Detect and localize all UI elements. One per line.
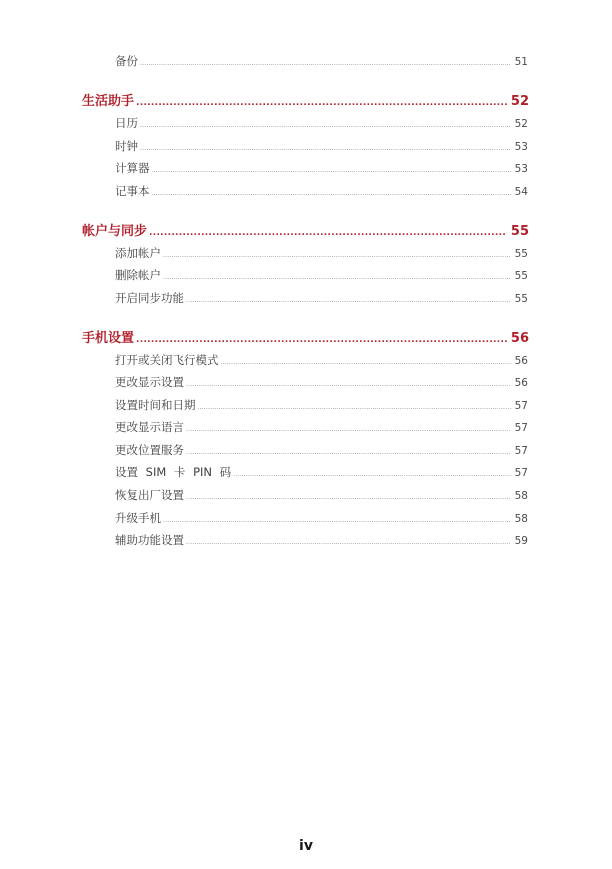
toc-entry-airplane-mode[interactable] — [115, 352, 528, 368]
dot-leader — [140, 145, 511, 152]
toc-entry-page: 57 — [514, 467, 528, 479]
dot-leader — [186, 426, 511, 433]
toc-entry-label: 更改显示设置 — [115, 375, 184, 389]
dot-leader — [198, 404, 511, 411]
dot-leader — [140, 122, 511, 129]
toc-entry-label: 时钟 — [115, 139, 138, 153]
toc-entry-location-services[interactable] — [115, 442, 528, 458]
toc-chapter-title: 生活助手 — [82, 94, 135, 109]
toc-entry-calendar[interactable] — [115, 115, 528, 131]
toc-entry-calculator[interactable] — [115, 160, 528, 176]
dot-leader — [186, 297, 511, 304]
dot-leader — [186, 449, 511, 456]
toc-entry-notepad[interactable] — [115, 183, 528, 199]
toc-entry-label: 升级手机 — [115, 511, 161, 525]
toc-entry-label: 添加帐户 — [115, 246, 161, 260]
toc-entry-upgrade-phone[interactable] — [115, 510, 528, 526]
dot-leader — [221, 359, 511, 366]
page-number: iv — [299, 838, 313, 854]
dot-leader — [233, 471, 510, 478]
dot-leader — [152, 167, 511, 174]
toc-entry-clock[interactable] — [115, 138, 528, 154]
toc-entry-page: 57 — [514, 422, 528, 434]
toc-entry-enable-sync[interactable] — [115, 290, 528, 306]
toc-entry-page: 58 — [514, 490, 528, 502]
dot-leader — [163, 517, 511, 524]
dot-leader — [136, 335, 507, 345]
toc-chapter-page: 55 — [510, 224, 529, 239]
toc-entry-label: 辅助功能设置 — [115, 533, 184, 547]
dot-leader — [136, 98, 507, 108]
toc-chapter-accounts-sync[interactable] — [82, 220, 529, 239]
toc-entry-label: 恢复出厂设置 — [115, 488, 184, 502]
dot-leader — [163, 252, 511, 259]
toc-entry-label: 更改位置服务 — [115, 443, 184, 457]
dot-leader — [140, 60, 511, 67]
toc-entry-page: 55 — [514, 270, 528, 282]
toc-entry-label: 打开或关闭飞行模式 — [115, 353, 219, 367]
toc-entry-accessibility[interactable] — [115, 532, 528, 548]
toc-entry-page: 57 — [514, 400, 528, 412]
toc-entry-page: 56 — [514, 377, 528, 389]
toc-entry-page: 56 — [514, 355, 528, 367]
toc-entry-label: 开启同步功能 — [115, 291, 184, 305]
toc-entry-label: 更改显示语言 — [115, 420, 184, 434]
toc-chapter-phone-settings[interactable] — [82, 327, 529, 346]
dot-leader — [186, 539, 511, 546]
toc-entry-sim-pin[interactable] — [115, 464, 528, 480]
toc-entry-display-settings[interactable] — [115, 374, 528, 390]
toc-entry-page: 52 — [514, 118, 528, 130]
toc-entry-page: 51 — [514, 56, 528, 68]
toc-entry-page: 55 — [514, 293, 528, 305]
dot-leader — [152, 190, 511, 197]
toc-entry-label: 设置时间和日期 — [115, 398, 196, 412]
toc-entry-page: 57 — [514, 445, 528, 457]
toc-entry-page: 53 — [514, 163, 528, 175]
toc-chapter-life-assistant[interactable] — [82, 90, 529, 109]
toc-entry-add-account[interactable] — [115, 245, 528, 261]
toc-entry-backup[interactable] — [115, 53, 528, 69]
toc-entry-label: 设置 SIM 卡 PIN 码 — [115, 465, 232, 479]
dot-leader — [186, 494, 511, 501]
toc-entry-label: 日历 — [115, 116, 138, 130]
toc-entry-page: 58 — [514, 513, 528, 525]
toc-entry-label: 计算器 — [115, 161, 150, 175]
toc-entry-page: 54 — [514, 186, 528, 198]
toc-entry-page: 59 — [514, 535, 528, 547]
toc-entry-date-time[interactable] — [115, 397, 528, 413]
toc-chapter-title: 帐户与同步 — [82, 224, 148, 239]
toc-entry-display-language[interactable] — [115, 419, 528, 435]
toc-chapter-page: 52 — [510, 94, 529, 109]
dot-leader — [186, 381, 511, 388]
toc-entry-page: 55 — [514, 248, 528, 260]
toc-entry-factory-reset[interactable] — [115, 487, 528, 503]
toc-entry-label: 删除帐户 — [115, 268, 161, 282]
toc-chapter-title: 手机设置 — [82, 331, 135, 346]
toc-entry-delete-account[interactable] — [115, 267, 528, 283]
toc-entry-label: 备份 — [115, 54, 138, 68]
toc-entry-label: 记事本 — [115, 184, 150, 198]
toc-chapter-page: 56 — [510, 331, 529, 346]
dot-leader — [149, 228, 507, 238]
toc-entry-page: 53 — [514, 141, 528, 153]
dot-leader — [163, 274, 511, 281]
